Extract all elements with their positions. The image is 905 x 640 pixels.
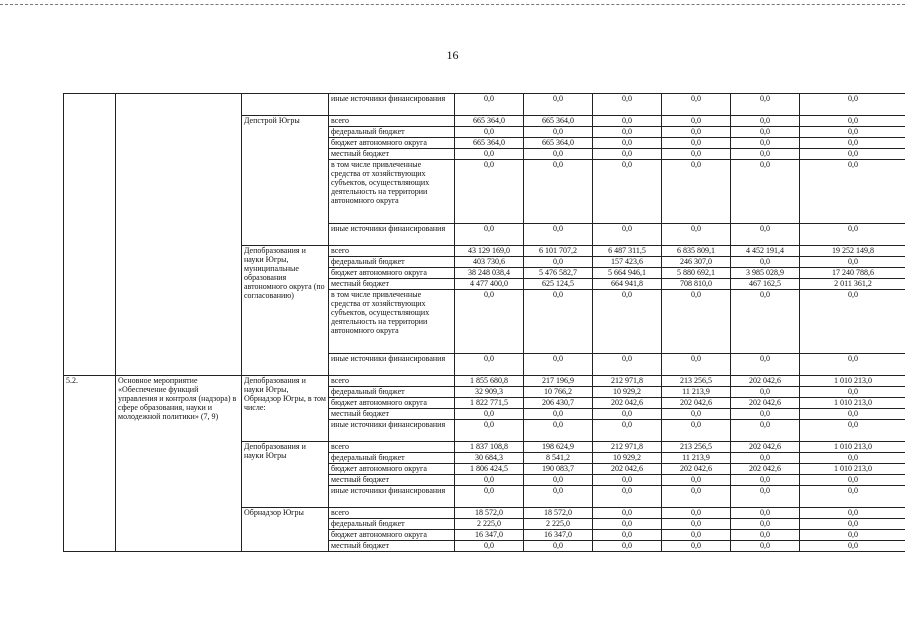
year-1-cell: 665 364,0 (524, 116, 593, 127)
year-3-cell: 0,0 (662, 116, 731, 127)
year-2-cell: 202 042,6 (593, 464, 662, 475)
year-1-cell: 190 083,7 (524, 464, 593, 475)
executor-cell (242, 94, 329, 116)
funding-source-cell: иные источники финансирования (329, 420, 455, 442)
year-3-cell: 0,0 (662, 354, 731, 376)
year-1-cell: 0,0 (524, 257, 593, 268)
year-3-cell: 0,0 (662, 530, 731, 541)
year-5-cell: 0,0 (800, 160, 905, 224)
year-4-cell: 0,0 (731, 149, 800, 160)
total-cell: 0,0 (455, 160, 524, 224)
funding-source-cell: всего (329, 508, 455, 519)
funding-source-cell: всего (329, 442, 455, 453)
year-5-cell: 0,0 (800, 149, 905, 160)
executor-cell: Депобразования и науки Югры (242, 442, 329, 508)
page-number: 16 (446, 48, 459, 62)
total-cell: 2 225,0 (455, 519, 524, 530)
year-1-cell: 16 347,0 (524, 530, 593, 541)
year-3-cell: 0,0 (662, 290, 731, 354)
year-5-cell: 17 240 788,6 (800, 268, 905, 279)
year-3-cell: 708 810,0 (662, 279, 731, 290)
year-4-cell: 0,0 (731, 530, 800, 541)
year-3-cell: 0,0 (662, 94, 731, 116)
funding-source-cell: иные источники финансирования (329, 94, 455, 116)
year-4-cell: 0,0 (731, 519, 800, 530)
year-2-cell: 0,0 (593, 530, 662, 541)
year-1-cell: 665 364,0 (524, 138, 593, 149)
year-3-cell: 0,0 (662, 519, 731, 530)
year-3-cell: 202 042,6 (662, 464, 731, 475)
year-1-cell: 0,0 (524, 149, 593, 160)
total-cell: 1 806 424,5 (455, 464, 524, 475)
total-cell: 665 364,0 (455, 138, 524, 149)
year-1-cell: 0,0 (524, 486, 593, 508)
total-cell: 30 684,3 (455, 453, 524, 464)
year-3-cell: 213 256,5 (662, 442, 731, 453)
total-cell: 4 477 400,0 (455, 279, 524, 290)
year-2-cell: 212 971,8 (593, 376, 662, 387)
year-1-cell: 5 476 582,7 (524, 268, 593, 279)
year-4-cell: 467 162,5 (731, 279, 800, 290)
year-1-cell: 6 101 707,2 (524, 246, 593, 257)
year-1-cell: 0,0 (524, 420, 593, 442)
year-2-cell: 0,0 (593, 149, 662, 160)
year-1-cell: 0,0 (524, 224, 593, 246)
executor-cell: Обрнадзор Югры (242, 508, 329, 552)
year-4-cell: 202 042,6 (731, 442, 800, 453)
total-cell: 0,0 (455, 224, 524, 246)
funding-table (63, 93, 905, 552)
executor-cell: Депобразования и науки Югры, Обрнадзор Югры, в том числе: (242, 376, 329, 442)
year-5-cell: 0,0 (800, 290, 905, 354)
year-4-cell: 0,0 (731, 138, 800, 149)
item-number-cell (64, 94, 116, 376)
total-cell: 43 129 169,0 (455, 246, 524, 257)
year-2-cell: 0,0 (593, 409, 662, 420)
year-2-cell: 0,0 (593, 420, 662, 442)
year-2-cell: 0,0 (593, 138, 662, 149)
year-3-cell: 202 042,6 (662, 398, 731, 409)
table-row (64, 376, 905, 387)
year-2-cell: 0,0 (593, 354, 662, 376)
year-4-cell: 0,0 (731, 160, 800, 224)
funding-source-cell: всего (329, 246, 455, 257)
year-3-cell: 5 880 692,1 (662, 268, 731, 279)
year-5-cell: 0,0 (800, 541, 905, 552)
year-3-cell: 246 307,0 (662, 257, 731, 268)
total-cell: 0,0 (455, 409, 524, 420)
total-cell: 0,0 (455, 290, 524, 354)
year-4-cell: 4 452 191,4 (731, 246, 800, 257)
funding-source-cell: иные источники финансирования (329, 354, 455, 376)
year-1-cell: 0,0 (524, 541, 593, 552)
total-cell: 0,0 (455, 541, 524, 552)
year-4-cell: 0,0 (731, 257, 800, 268)
funding-source-cell: бюджет автономного округа (329, 530, 455, 541)
year-1-cell: 8 541,2 (524, 453, 593, 464)
funding-source-cell: бюджет автономного округа (329, 398, 455, 409)
funding-source-cell: федеральный бюджет (329, 453, 455, 464)
year-5-cell: 0,0 (800, 475, 905, 486)
year-2-cell: 0,0 (593, 127, 662, 138)
year-2-cell: 664 941,8 (593, 279, 662, 290)
year-5-cell: 0,0 (800, 94, 905, 116)
year-4-cell: 202 042,6 (731, 376, 800, 387)
year-2-cell: 0,0 (593, 94, 662, 116)
year-5-cell: 0,0 (800, 530, 905, 541)
year-2-cell: 6 487 311,5 (593, 246, 662, 257)
year-5-cell: 0,0 (800, 257, 905, 268)
funding-source-cell: в том числе привлеченные средства от хозяйствующих субъектов, осуществляющих деятельность на территории автономного округа (329, 160, 455, 224)
scan-edge-line (0, 4, 905, 5)
year-1-cell: 0,0 (524, 127, 593, 138)
funding-source-cell: всего (329, 116, 455, 127)
year-2-cell: 0,0 (593, 475, 662, 486)
year-5-cell: 2 011 361,2 (800, 279, 905, 290)
total-cell: 16 347,0 (455, 530, 524, 541)
year-1-cell: 2 225,0 (524, 519, 593, 530)
year-5-cell: 0,0 (800, 138, 905, 149)
total-cell: 0,0 (455, 486, 524, 508)
year-3-cell: 213 256,5 (662, 376, 731, 387)
total-cell: 1 837 108,8 (455, 442, 524, 453)
year-4-cell: 0,0 (731, 420, 800, 442)
year-5-cell: 0,0 (800, 453, 905, 464)
funding-source-cell: бюджет автономного округа (329, 464, 455, 475)
total-cell: 0,0 (455, 420, 524, 442)
measure-name-cell: Основное мероприятие «Обеспечение функций управления и контроля (надзора) в сфере образования, науки и молодежной политики» (7, 9) (116, 376, 242, 552)
year-3-cell: 0,0 (662, 486, 731, 508)
year-3-cell: 0,0 (662, 508, 731, 519)
total-cell: 0,0 (455, 94, 524, 116)
year-4-cell: 3 985 028,9 (731, 268, 800, 279)
year-4-cell: 202 042,6 (731, 398, 800, 409)
table-row (64, 94, 905, 116)
year-1-cell: 206 430,7 (524, 398, 593, 409)
year-3-cell: 0,0 (662, 409, 731, 420)
year-2-cell: 0,0 (593, 519, 662, 530)
funding-source-cell: федеральный бюджет (329, 387, 455, 398)
year-5-cell: 0,0 (800, 508, 905, 519)
total-cell: 0,0 (455, 354, 524, 376)
year-4-cell: 0,0 (731, 290, 800, 354)
year-4-cell: 0,0 (731, 116, 800, 127)
year-1-cell: 18 572,0 (524, 508, 593, 519)
executor-cell: Депстрой Югры (242, 116, 329, 246)
year-1-cell: 198 624,9 (524, 442, 593, 453)
year-3-cell: 11 213,9 (662, 387, 731, 398)
year-5-cell: 1 010 213,0 (800, 442, 905, 453)
year-4-cell: 0,0 (731, 453, 800, 464)
year-3-cell: 0,0 (662, 475, 731, 486)
total-cell: 18 572,0 (455, 508, 524, 519)
year-4-cell: 0,0 (731, 224, 800, 246)
year-5-cell: 0,0 (800, 409, 905, 420)
year-3-cell: 6 835 809,1 (662, 246, 731, 257)
year-2-cell: 0,0 (593, 541, 662, 552)
year-2-cell: 0,0 (593, 116, 662, 127)
year-3-cell: 0,0 (662, 160, 731, 224)
total-cell: 0,0 (455, 475, 524, 486)
funding-source-cell: федеральный бюджет (329, 257, 455, 268)
year-2-cell: 0,0 (593, 160, 662, 224)
year-3-cell: 11 213,9 (662, 453, 731, 464)
funding-source-cell: федеральный бюджет (329, 519, 455, 530)
year-4-cell: 0,0 (731, 409, 800, 420)
executor-cell: Депобразования и науки Югры, муниципальные образования автономного округа (по согласованию) (242, 246, 329, 376)
year-3-cell: 0,0 (662, 541, 731, 552)
year-3-cell: 0,0 (662, 420, 731, 442)
year-3-cell: 0,0 (662, 149, 731, 160)
total-cell: 403 730,6 (455, 257, 524, 268)
year-1-cell: 0,0 (524, 290, 593, 354)
year-2-cell: 10 929,2 (593, 387, 662, 398)
year-1-cell: 0,0 (524, 354, 593, 376)
year-4-cell: 0,0 (731, 475, 800, 486)
year-1-cell: 0,0 (524, 94, 593, 116)
year-5-cell: 0,0 (800, 354, 905, 376)
year-3-cell: 0,0 (662, 224, 731, 246)
year-4-cell: 0,0 (731, 94, 800, 116)
funding-source-cell: местный бюджет (329, 475, 455, 486)
year-5-cell: 0,0 (800, 420, 905, 442)
total-cell: 0,0 (455, 127, 524, 138)
year-2-cell: 0,0 (593, 290, 662, 354)
funding-source-cell: бюджет автономного округа (329, 138, 455, 149)
year-4-cell: 202 042,6 (731, 464, 800, 475)
total-cell: 0,0 (455, 149, 524, 160)
year-2-cell: 157 423,6 (593, 257, 662, 268)
funding-source-cell: федеральный бюджет (329, 127, 455, 138)
funding-source-cell: в том числе привлеченные средства от хозяйствующих субъектов, осуществляющих деятельность на территории автономного округа (329, 290, 455, 354)
year-1-cell: 625 124,5 (524, 279, 593, 290)
funding-source-cell: иные источники финансирования (329, 224, 455, 246)
year-5-cell: 0,0 (800, 486, 905, 508)
funding-source-cell: местный бюджет (329, 541, 455, 552)
year-5-cell: 1 010 213,0 (800, 376, 905, 387)
year-2-cell: 5 664 946,1 (593, 268, 662, 279)
year-3-cell: 0,0 (662, 127, 731, 138)
year-5-cell: 0,0 (800, 224, 905, 246)
year-4-cell: 0,0 (731, 541, 800, 552)
funding-source-cell: бюджет автономного округа (329, 268, 455, 279)
year-5-cell: 19 252 149,8 (800, 246, 905, 257)
year-4-cell: 0,0 (731, 508, 800, 519)
funding-source-cell: иные источники финансирования (329, 486, 455, 508)
year-1-cell: 217 196,9 (524, 376, 593, 387)
funding-source-cell: всего (329, 376, 455, 387)
year-2-cell: 0,0 (593, 224, 662, 246)
item-number-cell: 5.2. (64, 376, 116, 552)
funding-source-cell: местный бюджет (329, 409, 455, 420)
year-1-cell: 10 766,2 (524, 387, 593, 398)
year-2-cell: 10 929,2 (593, 453, 662, 464)
year-1-cell: 0,0 (524, 475, 593, 486)
year-3-cell: 0,0 (662, 138, 731, 149)
year-2-cell: 0,0 (593, 486, 662, 508)
year-1-cell: 0,0 (524, 409, 593, 420)
year-1-cell: 0,0 (524, 160, 593, 224)
measure-name-cell (116, 94, 242, 376)
year-5-cell: 1 010 213,0 (800, 398, 905, 409)
year-4-cell: 0,0 (731, 354, 800, 376)
year-2-cell: 0,0 (593, 508, 662, 519)
year-4-cell: 0,0 (731, 127, 800, 138)
year-2-cell: 202 042,6 (593, 398, 662, 409)
year-5-cell: 0,0 (800, 116, 905, 127)
year-5-cell: 0,0 (800, 519, 905, 530)
funding-source-cell: местный бюджет (329, 279, 455, 290)
year-4-cell: 0,0 (731, 486, 800, 508)
year-5-cell: 1 010 213,0 (800, 464, 905, 475)
total-cell: 1 822 771,5 (455, 398, 524, 409)
year-2-cell: 212 971,8 (593, 442, 662, 453)
total-cell: 38 248 038,4 (455, 268, 524, 279)
year-5-cell: 0,0 (800, 387, 905, 398)
total-cell: 1 855 680,8 (455, 376, 524, 387)
total-cell: 665 364,0 (455, 116, 524, 127)
year-4-cell: 0,0 (731, 387, 800, 398)
year-5-cell: 0,0 (800, 127, 905, 138)
funding-source-cell: местный бюджет (329, 149, 455, 160)
total-cell: 32 909,3 (455, 387, 524, 398)
